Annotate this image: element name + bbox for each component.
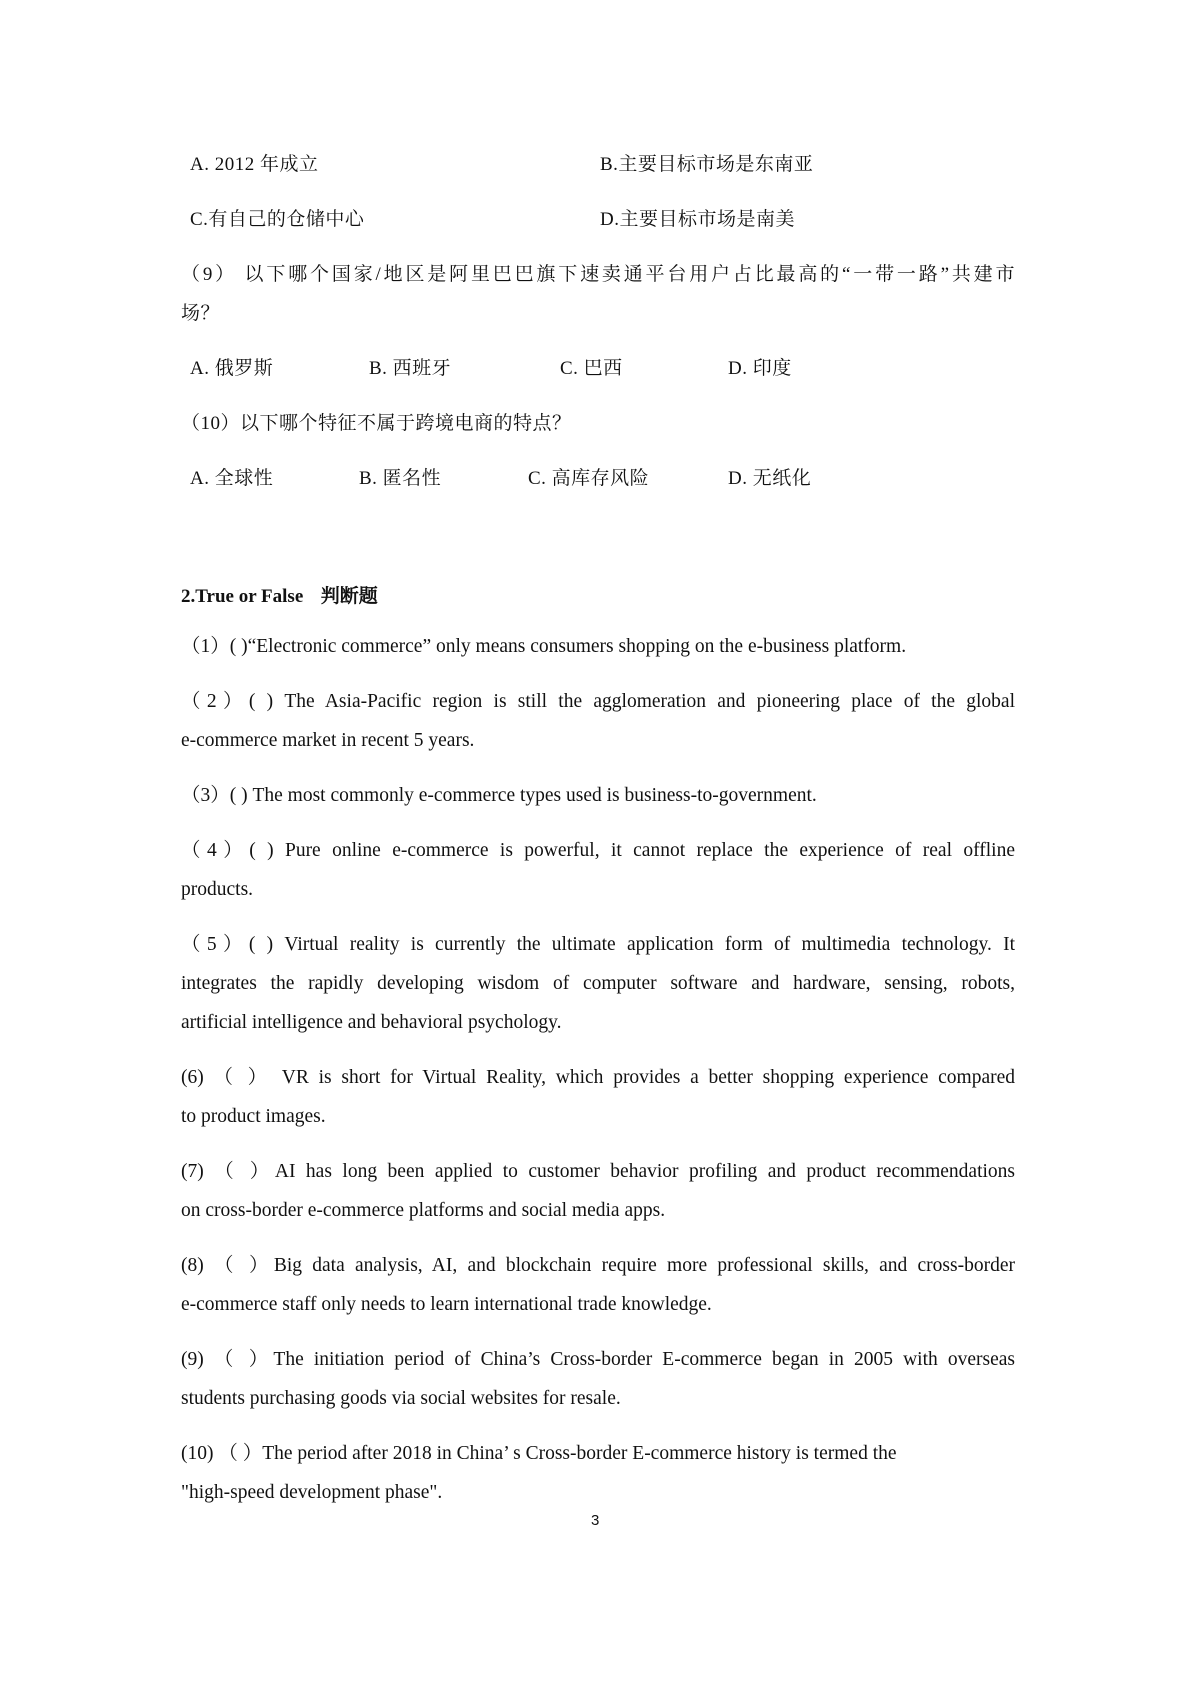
tf-item-4-line-2: products.: [181, 879, 254, 900]
q8-option-d: D.主要目标市场是南美: [600, 209, 795, 230]
section-heading-en: 2.True or False: [181, 586, 304, 607]
tf-item-6-line-1: (6) （ ） VR is short for Virtual Reality, which provides a better shopping experience compared: [181, 1067, 1015, 1088]
tf-item-1-line-1: （1）( )“Electronic commerce” only means consumers shopping on the e-business platform.: [181, 636, 907, 657]
tf-item-9-line-2: students purchasing goods via social websites for resale.: [181, 1388, 621, 1409]
tf-item-8-line-1: (8) （ ）Big data analysis, AI, and blockchain require more professional skills, and cross-border: [181, 1255, 1015, 1276]
q9-question-line-1: （9） 以下哪个国家/地区是阿里巴巴旗下速卖通平台用户占比最高的“一带一路”共建市: [181, 264, 1015, 285]
section-heading-cn: 判断题: [320, 586, 378, 607]
q10-option-b: B. 匿名性: [359, 468, 442, 489]
tf-item-8-line-2: e-commerce staff only needs to learn international trade knowledge.: [181, 1294, 712, 1315]
q10-option-c: C. 高库存风险: [528, 468, 650, 489]
q8-option-c: C.有自己的仓储中心: [190, 209, 365, 230]
tf-item-5-line-3: artificial intelligence and behavioral psychology.: [181, 1012, 562, 1033]
q9-option-d: D. 印度: [728, 358, 792, 379]
tf-item-10-line-1: (10) （ ）The period after 2018 in China’ s Cross-border E-commerce history is termed the: [181, 1443, 897, 1464]
tf-item-3-line-1: （3）( ) The most commonly e-commerce types used is business-to-government.: [181, 785, 817, 806]
q9-option-c: C. 巴西: [560, 358, 623, 379]
tf-item-2-line-2: e-commerce market in recent 5 years.: [181, 730, 475, 751]
q9-option-b: B. 西班牙: [369, 358, 452, 379]
tf-item-5-line-1: （5）( ) Virtual reality is currently the ultimate application form of multimedia technology. It: [181, 934, 1015, 955]
tf-item-5-line-2: integrates the rapidly developing wisdom of computer software and hardware, sensing, robots,: [181, 973, 1015, 994]
q9-question-line-2: 场？: [181, 303, 221, 324]
q9-option-a: A. 俄罗斯: [190, 358, 274, 379]
page-number: 3: [591, 1512, 600, 1529]
q8-option-b: B.主要目标市场是东南亚: [600, 154, 814, 175]
tf-item-7-line-2: on cross-border e-commerce platforms and social media apps.: [181, 1200, 666, 1221]
tf-item-10-line-2: "high-speed development phase".: [181, 1482, 443, 1503]
tf-item-2-line-1: （2）( ) The Asia-Pacific region is still the agglomeration and pioneering place of the global: [181, 691, 1015, 712]
q8-option-a: A. 2012 年成立: [190, 154, 319, 175]
q10-question: （10）以下哪个特征不属于跨境电商的特点？: [181, 413, 572, 434]
q10-option-d: D. 无纸化: [728, 468, 812, 489]
q10-option-a: A. 全球性: [190, 468, 274, 489]
section-heading: [181, 581, 378, 608]
tf-item-9-line-1: (9) （ ）The initiation period of China’s Cross-border E-commerce began in 2005 with overseas: [181, 1349, 1015, 1370]
tf-item-4-line-1: （4）( ) Pure online e-commerce is powerful, it cannot replace the experience of real offline: [181, 840, 1015, 861]
tf-item-7-line-1: (7) （ ）AI has long been applied to customer behavior profiling and product recommendations: [181, 1161, 1015, 1182]
tf-item-6-line-2: to product images.: [181, 1106, 326, 1127]
